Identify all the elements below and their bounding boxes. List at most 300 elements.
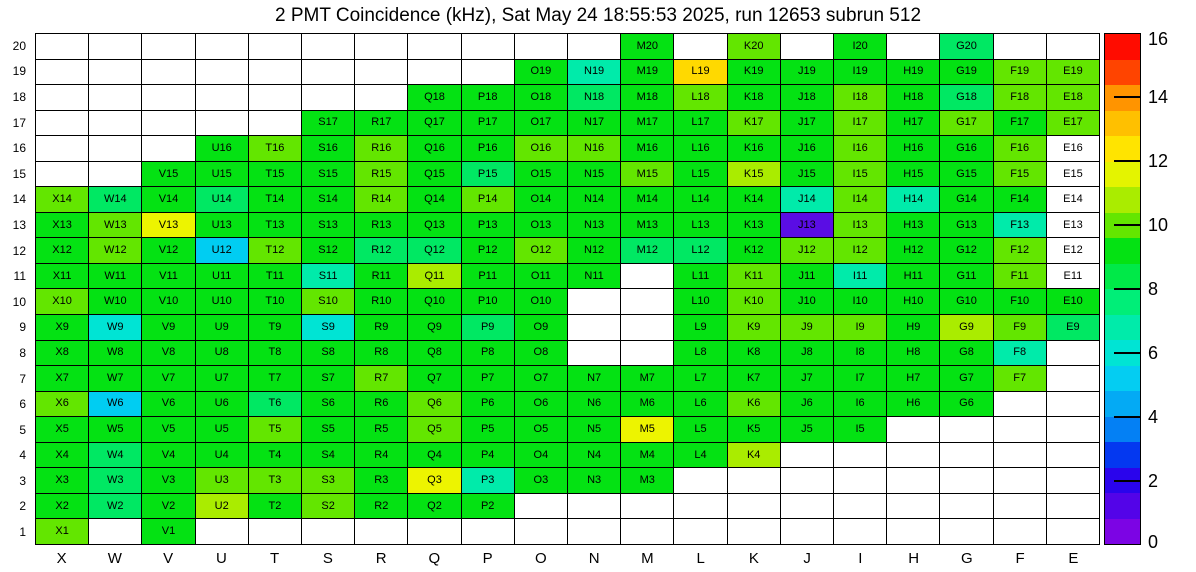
heatmap-cell-empty — [887, 468, 939, 493]
colorbar-band-9 — [1105, 289, 1140, 315]
heatmap-cell-empty — [89, 85, 141, 110]
heatmap-cell-S8: S8 — [302, 341, 354, 366]
heatmap-cell-empty — [1047, 392, 1099, 417]
colorbar-tick-14 — [1114, 96, 1140, 98]
heatmap-cell-empty — [89, 162, 141, 187]
heatmap-cell-J6: J6 — [781, 392, 833, 417]
colorbar-tick-12 — [1114, 160, 1140, 162]
colorbar-tick-label-6: 6 — [1148, 343, 1159, 363]
heatmap-cell-K5: K5 — [728, 417, 780, 442]
heatmap-cell-W3: W3 — [89, 468, 141, 493]
heatmap-cell-empty — [887, 443, 939, 468]
heatmap-cell-empty — [728, 519, 780, 544]
heatmap-cell-U7: U7 — [196, 366, 248, 391]
heatmap-cell-M17: M17 — [621, 111, 673, 136]
heatmap-cell-empty — [36, 60, 88, 85]
heatmap-cell-M20: M20 — [621, 34, 673, 59]
heatmap-cell-R9: R9 — [355, 315, 407, 340]
heatmap-cell-O12: O12 — [515, 238, 567, 263]
heatmap-cell-L8: L8 — [674, 341, 726, 366]
heatmap-cell-empty — [621, 494, 673, 519]
heatmap-cell-F19: F19 — [994, 60, 1046, 85]
heatmap-cell-Q9: Q9 — [408, 315, 460, 340]
heatmap-cell-empty — [994, 519, 1046, 544]
row-label-12: 12 — [12, 243, 26, 258]
heatmap-cell-X3: X3 — [36, 468, 88, 493]
heatmap-cell-W14: W14 — [89, 187, 141, 212]
heatmap-cell-empty — [994, 417, 1046, 442]
heatmap-cell-S10: S10 — [302, 289, 354, 314]
heatmap-cell-empty — [142, 34, 194, 59]
heatmap-cell-T13: T13 — [249, 213, 301, 238]
heatmap-cell-O13: O13 — [515, 213, 567, 238]
heatmap-cell-O7: O7 — [515, 366, 567, 391]
heatmap-cell-P13: P13 — [462, 213, 514, 238]
column-label-Q: Q — [428, 549, 441, 567]
row-label-5: 5 — [19, 422, 26, 437]
heatmap-cell-J10: J10 — [781, 289, 833, 314]
heatmap-cell-O15: O15 — [515, 162, 567, 187]
row-label-4: 4 — [19, 448, 26, 463]
heatmap-cell-O10: O10 — [515, 289, 567, 314]
colorbar-tick-2 — [1114, 480, 1140, 482]
heatmap-cell-empty — [142, 85, 194, 110]
heatmap-cell-M7: M7 — [621, 366, 673, 391]
row-label-3: 3 — [19, 473, 26, 488]
heatmap-cell-I15: I15 — [834, 162, 886, 187]
heatmap-cell-F10: F10 — [994, 289, 1046, 314]
colorbar-band-18 — [1105, 60, 1140, 86]
heatmap-cell-G7: G7 — [940, 366, 992, 391]
heatmap-cell-H14: H14 — [887, 187, 939, 212]
heatmap-cell-N19: N19 — [568, 60, 620, 85]
heatmap-cell-T10: T10 — [249, 289, 301, 314]
heatmap-cell-M6: M6 — [621, 392, 673, 417]
heatmap-cell-E12: E12 — [1047, 238, 1099, 263]
heatmap-cell-X13: X13 — [36, 213, 88, 238]
heatmap-cell-empty — [36, 34, 88, 59]
heatmap-cell-H9: H9 — [887, 315, 939, 340]
heatmap-cell-U13: U13 — [196, 213, 248, 238]
heatmap-cell-G6: G6 — [940, 392, 992, 417]
heatmap-cell-X2: X2 — [36, 494, 88, 519]
heatmap-cell-K8: K8 — [728, 341, 780, 366]
heatmap-cell-P7: P7 — [462, 366, 514, 391]
heatmap-cell-U12: U12 — [196, 238, 248, 263]
heatmap-cell-Q5: Q5 — [408, 417, 460, 442]
heatmap-cell-S4: S4 — [302, 443, 354, 468]
heatmap-cell-T8: T8 — [249, 341, 301, 366]
heatmap-cell-empty — [515, 34, 567, 59]
heatmap-cell-E9: E9 — [1047, 315, 1099, 340]
heatmap-grid — [35, 33, 1100, 545]
heatmap-cell-H17: H17 — [887, 111, 939, 136]
column-label-N: N — [588, 549, 600, 567]
heatmap-cell-N12: N12 — [568, 238, 620, 263]
heatmap-cell-empty — [249, 85, 301, 110]
heatmap-cell-empty — [887, 34, 939, 59]
heatmap-cell-S16: S16 — [302, 136, 354, 161]
column-label-V: V — [163, 549, 174, 567]
heatmap-cell-V6: V6 — [142, 392, 194, 417]
heatmap-cell-empty — [302, 60, 354, 85]
heatmap-cell-L9: L9 — [674, 315, 726, 340]
heatmap-cell-O18: O18 — [515, 85, 567, 110]
heatmap-cell-J18: J18 — [781, 85, 833, 110]
heatmap-cell-M19: M19 — [621, 60, 673, 85]
heatmap-cell-P18: P18 — [462, 85, 514, 110]
heatmap-cell-N14: N14 — [568, 187, 620, 212]
colorbar-band-3 — [1105, 442, 1140, 468]
heatmap-cell-R8: R8 — [355, 341, 407, 366]
heatmap-cell-empty — [89, 136, 141, 161]
heatmap-cell-U16: U16 — [196, 136, 248, 161]
column-label-L: L — [696, 549, 705, 567]
heatmap-cell-J5: J5 — [781, 417, 833, 442]
heatmap-cell-empty — [1047, 519, 1099, 544]
heatmap-cell-empty — [302, 85, 354, 110]
colorbar-tick-10 — [1114, 224, 1140, 226]
row-label-7: 7 — [19, 371, 26, 386]
heatmap-cell-H12: H12 — [887, 238, 939, 263]
heatmap-cell-S7: S7 — [302, 366, 354, 391]
heatmap-cell-O16: O16 — [515, 136, 567, 161]
heatmap-cell-K17: K17 — [728, 111, 780, 136]
heatmap-cell-J15: J15 — [781, 162, 833, 187]
heatmap-cell-L15: L15 — [674, 162, 726, 187]
heatmap-cell-Q16: Q16 — [408, 136, 460, 161]
heatmap-cell-V15: V15 — [142, 162, 194, 187]
column-label-P: P — [482, 549, 493, 567]
heatmap-cell-empty — [994, 494, 1046, 519]
heatmap-cell-F12: F12 — [994, 238, 1046, 263]
heatmap-cell-O6: O6 — [515, 392, 567, 417]
heatmap-cell-X6: X6 — [36, 392, 88, 417]
heatmap-cell-N5: N5 — [568, 417, 620, 442]
heatmap-cell-J9: J9 — [781, 315, 833, 340]
heatmap-cell-U11: U11 — [196, 264, 248, 289]
heatmap-cell-T16: T16 — [249, 136, 301, 161]
heatmap-cell-I13: I13 — [834, 213, 886, 238]
heatmap-cell-V2: V2 — [142, 494, 194, 519]
heatmap-cell-empty — [994, 468, 1046, 493]
heatmap-cell-empty — [89, 111, 141, 136]
heatmap-cell-X11: X11 — [36, 264, 88, 289]
heatmap-cell-O5: O5 — [515, 417, 567, 442]
row-label-20: 20 — [12, 38, 26, 53]
heatmap-cell-empty — [994, 392, 1046, 417]
heatmap-cell-empty — [36, 136, 88, 161]
row-label-10: 10 — [12, 294, 26, 309]
heatmap-cell-E11: E11 — [1047, 264, 1099, 289]
heatmap-cell-J12: J12 — [781, 238, 833, 263]
heatmap-cell-J19: J19 — [781, 60, 833, 85]
heatmap-cell-L17: L17 — [674, 111, 726, 136]
heatmap-cell-empty — [781, 494, 833, 519]
heatmap-cell-V11: V11 — [142, 264, 194, 289]
heatmap-cell-L6: L6 — [674, 392, 726, 417]
row-label-19: 19 — [12, 64, 26, 79]
heatmap-cell-empty — [249, 111, 301, 136]
heatmap-cell-empty — [781, 519, 833, 544]
heatmap-cell-X5: X5 — [36, 417, 88, 442]
colorbar-band-6 — [1105, 366, 1140, 392]
heatmap-cell-J13: J13 — [781, 213, 833, 238]
heatmap-cell-H11: H11 — [887, 264, 939, 289]
heatmap-cell-empty — [568, 34, 620, 59]
heatmap-cell-R6: R6 — [355, 392, 407, 417]
heatmap-cell-F13: F13 — [994, 213, 1046, 238]
heatmap-cell-R3: R3 — [355, 468, 407, 493]
chart-title: 2 PMT Coincidence (kHz), Sat May 24 18:55:53 2025, run 12653 subrun 512 — [274, 5, 922, 26]
heatmap-cell-W7: W7 — [89, 366, 141, 391]
heatmap-cell-T15: T15 — [249, 162, 301, 187]
heatmap-cell-R11: R11 — [355, 264, 407, 289]
column-label-H: H — [908, 549, 920, 567]
heatmap-cell-empty — [355, 519, 407, 544]
heatmap-cell-L12: L12 — [674, 238, 726, 263]
heatmap-cell-N7: N7 — [568, 366, 620, 391]
heatmap-cell-K19: K19 — [728, 60, 780, 85]
heatmap-cell-empty — [568, 289, 620, 314]
heatmap-cell-H8: H8 — [887, 341, 939, 366]
heatmap-cell-Q8: Q8 — [408, 341, 460, 366]
heatmap-cell-U5: U5 — [196, 417, 248, 442]
heatmap-cell-empty — [515, 494, 567, 519]
heatmap-cell-N15: N15 — [568, 162, 620, 187]
heatmap-cell-G20: G20 — [940, 34, 992, 59]
heatmap-cell-J8: J8 — [781, 341, 833, 366]
heatmap-cell-F14: F14 — [994, 187, 1046, 212]
heatmap-cell-S3: S3 — [302, 468, 354, 493]
heatmap-cell-K16: K16 — [728, 136, 780, 161]
heatmap-cell-empty — [621, 315, 673, 340]
heatmap-cell-empty — [355, 34, 407, 59]
heatmap-cell-G19: G19 — [940, 60, 992, 85]
heatmap-cell-I14: I14 — [834, 187, 886, 212]
heatmap-cell-empty — [1047, 34, 1099, 59]
heatmap-cell-U2: U2 — [196, 494, 248, 519]
heatmap-cell-empty — [1047, 417, 1099, 442]
heatmap-cell-empty — [781, 468, 833, 493]
colorbar-tick-label-0: 0 — [1148, 532, 1159, 552]
heatmap-cell-empty — [834, 494, 886, 519]
heatmap-cell-K13: K13 — [728, 213, 780, 238]
heatmap-cell-V8: V8 — [142, 341, 194, 366]
heatmap-cell-empty — [994, 443, 1046, 468]
heatmap-cell-empty — [781, 443, 833, 468]
heatmap-cell-E19: E19 — [1047, 60, 1099, 85]
heatmap-cell-V7: V7 — [142, 366, 194, 391]
heatmap-cell-E15: E15 — [1047, 162, 1099, 187]
heatmap-cell-W8: W8 — [89, 341, 141, 366]
heatmap-cell-W6: W6 — [89, 392, 141, 417]
heatmap-cell-O9: O9 — [515, 315, 567, 340]
heatmap-cell-U6: U6 — [196, 392, 248, 417]
heatmap-cell-empty — [302, 519, 354, 544]
heatmap-cell-P3: P3 — [462, 468, 514, 493]
heatmap-cell-P16: P16 — [462, 136, 514, 161]
column-label-T: T — [270, 549, 280, 567]
heatmap-cell-U3: U3 — [196, 468, 248, 493]
heatmap-cell-Q10: Q10 — [408, 289, 460, 314]
heatmap-cell-F15: F15 — [994, 162, 1046, 187]
heatmap-cell-F16: F16 — [994, 136, 1046, 161]
row-label-11: 11 — [13, 269, 26, 284]
heatmap-cell-empty — [408, 60, 460, 85]
heatmap-cell-K10: K10 — [728, 289, 780, 314]
heatmap-cell-N13: N13 — [568, 213, 620, 238]
heatmap-cell-L14: L14 — [674, 187, 726, 212]
heatmap-cell-S11: S11 — [302, 264, 354, 289]
heatmap-cell-empty — [89, 519, 141, 544]
heatmap-cell-empty — [142, 111, 194, 136]
heatmap-cell-N18: N18 — [568, 85, 620, 110]
heatmap-cell-Q7: Q7 — [408, 366, 460, 391]
heatmap-cell-O17: O17 — [515, 111, 567, 136]
heatmap-cell-W4: W4 — [89, 443, 141, 468]
heatmap-cell-X1: X1 — [36, 519, 88, 544]
heatmap-cell-N17: N17 — [568, 111, 620, 136]
heatmap-cell-S17: S17 — [302, 111, 354, 136]
colorbar-tick-label-4: 4 — [1148, 407, 1159, 427]
heatmap-cell-empty — [568, 315, 620, 340]
heatmap-cell-L11: L11 — [674, 264, 726, 289]
row-label-18: 18 — [12, 89, 26, 104]
heatmap-cell-K7: K7 — [728, 366, 780, 391]
heatmap-cell-S2: S2 — [302, 494, 354, 519]
colorbar-band-0 — [1105, 519, 1140, 545]
heatmap-cell-empty — [355, 60, 407, 85]
heatmap-cell-O14: O14 — [515, 187, 567, 212]
heatmap-cell-W10: W10 — [89, 289, 141, 314]
heatmap-cell-M5: M5 — [621, 417, 673, 442]
heatmap-cell-V9: V9 — [142, 315, 194, 340]
heatmap-cell-Q11: Q11 — [408, 264, 460, 289]
heatmap-cell-empty — [674, 519, 726, 544]
heatmap-cell-I10: I10 — [834, 289, 886, 314]
heatmap-cell-N3: N3 — [568, 468, 620, 493]
heatmap-cell-M4: M4 — [621, 443, 673, 468]
heatmap-cell-empty — [887, 519, 939, 544]
heatmap-cell-U14: U14 — [196, 187, 248, 212]
heatmap-cell-empty — [834, 443, 886, 468]
colorbar-band-15 — [1105, 136, 1140, 162]
heatmap-cell-E17: E17 — [1047, 111, 1099, 136]
heatmap-cell-empty — [515, 519, 567, 544]
heatmap-cell-empty — [1047, 494, 1099, 519]
heatmap-cell-I9: I9 — [834, 315, 886, 340]
row-label-6: 6 — [19, 397, 26, 412]
heatmap-cell-X7: X7 — [36, 366, 88, 391]
heatmap-cell-V13: V13 — [142, 213, 194, 238]
heatmap-cell-P6: P6 — [462, 392, 514, 417]
heatmap-cell-R14: R14 — [355, 187, 407, 212]
colorbar-tick-label-14: 14 — [1148, 87, 1169, 107]
heatmap-cell-V10: V10 — [142, 289, 194, 314]
heatmap-cell-H6: H6 — [887, 392, 939, 417]
heatmap-cell-empty — [249, 34, 301, 59]
colorbar-band-8 — [1105, 315, 1140, 341]
heatmap-cell-empty — [834, 519, 886, 544]
heatmap-cell-M13: M13 — [621, 213, 673, 238]
heatmap-cell-F18: F18 — [994, 85, 1046, 110]
heatmap-cell-empty — [1047, 341, 1099, 366]
heatmap-cell-empty — [674, 34, 726, 59]
heatmap-cell-O4: O4 — [515, 443, 567, 468]
heatmap-cell-T9: T9 — [249, 315, 301, 340]
heatmap-cell-K18: K18 — [728, 85, 780, 110]
colorbar-band-5 — [1105, 391, 1140, 417]
heatmap-cell-R7: R7 — [355, 366, 407, 391]
colorbar-band-10 — [1105, 264, 1140, 290]
heatmap-cell-S14: S14 — [302, 187, 354, 212]
heatmap-cell-empty — [994, 34, 1046, 59]
heatmap-cell-empty — [728, 468, 780, 493]
heatmap-cell-R16: R16 — [355, 136, 407, 161]
heatmap-cell-I7: I7 — [834, 366, 886, 391]
heatmap-cell-T2: T2 — [249, 494, 301, 519]
heatmap-cell-V3: V3 — [142, 468, 194, 493]
heatmap-cell-empty — [408, 34, 460, 59]
heatmap-cell-M18: M18 — [621, 85, 673, 110]
heatmap-cell-P4: P4 — [462, 443, 514, 468]
column-label-F: F — [1015, 549, 1025, 567]
heatmap-cell-P17: P17 — [462, 111, 514, 136]
row-label-1: 1 — [19, 525, 26, 540]
heatmap-cell-I12: I12 — [834, 238, 886, 263]
heatmap-cell-H16: H16 — [887, 136, 939, 161]
heatmap-cell-empty — [568, 519, 620, 544]
heatmap-cell-empty — [36, 111, 88, 136]
heatmap-cell-R10: R10 — [355, 289, 407, 314]
heatmap-cell-F11: F11 — [994, 264, 1046, 289]
heatmap-cell-G18: G18 — [940, 85, 992, 110]
column-label-X: X — [56, 549, 67, 567]
heatmap-cell-P11: P11 — [462, 264, 514, 289]
heatmap-cell-T11: T11 — [249, 264, 301, 289]
heatmap-cell-I18: I18 — [834, 85, 886, 110]
heatmap-cell-empty — [940, 468, 992, 493]
heatmap-cell-T5: T5 — [249, 417, 301, 442]
heatmap-cell-Q3: Q3 — [408, 468, 460, 493]
heatmap-cell-I6: I6 — [834, 392, 886, 417]
heatmap-cell-empty — [36, 162, 88, 187]
heatmap-cell-S15: S15 — [302, 162, 354, 187]
heatmap-cell-Q14: Q14 — [408, 187, 460, 212]
heatmap-cell-K11: K11 — [728, 264, 780, 289]
row-label-13: 13 — [12, 217, 26, 232]
heatmap-cell-F7: F7 — [994, 366, 1046, 391]
row-label-16: 16 — [12, 141, 26, 156]
heatmap-cell-G11: G11 — [940, 264, 992, 289]
column-label-S: S — [322, 549, 333, 567]
heatmap-cell-W9: W9 — [89, 315, 141, 340]
heatmap-cell-W12: W12 — [89, 238, 141, 263]
heatmap-cell-V14: V14 — [142, 187, 194, 212]
heatmap-cell-R5: R5 — [355, 417, 407, 442]
heatmap-cell-N6: N6 — [568, 392, 620, 417]
heatmap-cell-J7: J7 — [781, 366, 833, 391]
heatmap-cell-empty — [462, 34, 514, 59]
heatmap-cell-N4: N4 — [568, 443, 620, 468]
heatmap-cell-I19: I19 — [834, 60, 886, 85]
heatmap-cell-empty — [621, 289, 673, 314]
heatmap-cell-H18: H18 — [887, 85, 939, 110]
heatmap-cell-U15: U15 — [196, 162, 248, 187]
heatmap-cell-U8: U8 — [196, 341, 248, 366]
heatmap-cell-O19: O19 — [515, 60, 567, 85]
